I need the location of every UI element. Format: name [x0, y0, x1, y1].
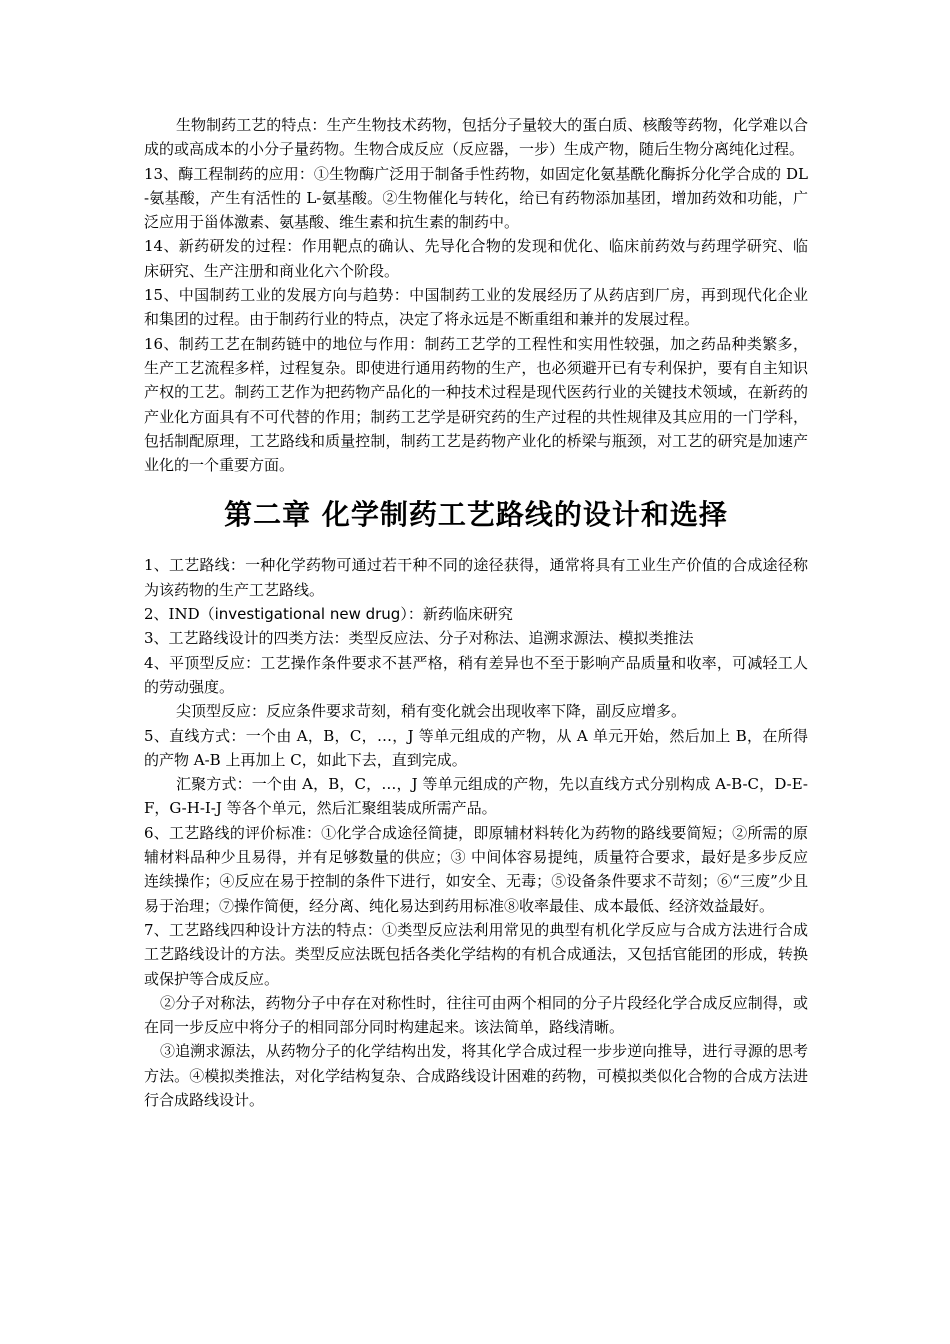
ch2-item-2 [144, 602, 808, 626]
ch2-item-2-prefix: 2、IND（ [144, 605, 215, 624]
document-page [144, 113, 808, 1112]
ch2-item-5b: 汇聚方式：一个由 A，B，C，…，J 等单元组成的产物，先以直线方式分别构成 A-B-C，D-E-F，G-H-I-J 等各个单元，然后汇聚组装成所需产品。 [144, 775, 808, 818]
item-13: 13、酶工程制药的应用：①生物酶广泛用于制备手性药物，如固定化氨基酰化酶拆分化学合成的 DL-氨基酸，产生有活性的 L-氨基酸。②生物催化与转化，给已有药物添加基团，增加药效和功能，广泛应用于甾体激素、氨基酸、维生素和抗生素的制药中。 [144, 164, 808, 232]
item-14: 14、新药研发的过程：作用靶点的确认、先导化合物的发现和优化、临床前药效与药理学研究、临床研究、生产注册和商业化六个阶段。 [144, 237, 808, 280]
ch2-item-1: 1、工艺路线：一种化学药物可通过若干种不同的途径获得，通常将具有工业生产价值的合成途径称为该药物的生产工艺路线。 [144, 556, 808, 599]
ch2-item-5: 5、直线方式：一个由 A，B，C，…，J 等单元组成的产物，从 A 单元开始，然后加上 B，在所得的产物 A-B 上再加上 C，如此下去，直到完成。 [144, 726, 808, 769]
ch2-item-7c: ③追溯求源法，从药物分子的化学结构出发，将其化学合成过程一步步逆向推导，进行寻源的思考方法。④模拟类推法，对化学结构复杂、合成路线设计困难的药物，可模拟类似化合物的合成方法进行合成路线设计。 [144, 1042, 808, 1109]
bio-pharma-intro: 生物制药工艺的特点：生产生物技术药物，包括分子量较大的蛋白质、核酸等药物，化学难以合成的或高成本的小分子量药物。生物合成反应（反应器，一步）生成产物，随后生物分离纯化过程。 [144, 116, 808, 159]
ch2-item-6: 6、工艺路线的评价标准：①化学合成途径简捷，即原辅材料转化为药物的路线要简短；②所需的原辅材料品种少且易得，并有足够数量的供应；③ 中间体容易提纯，质量符合要求，最好是多步反应连续操作；④反应在易于控制的条件下进行，如安全、无毒；⑤设备条件要求不苛刻；⑥“三废”少且易于治理；⑦操作简便，经分离、纯化易达到药用标准⑧收率最佳、成本最低、经济效益最好。 [144, 823, 808, 915]
ch2-item-7b: ②分子对称法，药物分子中存在对称性时，往往可由两个相同的分子片段经化学合成反应制得，或在同一步反应中将分子的相同部分同时构建起来。该法简单，路线清晰。 [144, 993, 808, 1037]
item-15: 15、中国制药工业的发展方向与趋势：中国制药工业的发展经历了从药店到厂房，再到现代化企业和集团的过程。由于制药行业的特点，决定了将永远是不断重组和兼并的发展过程。 [144, 286, 808, 329]
ch2-item-2-english: investigational new drug [214, 605, 401, 624]
ch2-item-3: 3、工艺路线设计的四类方法：类型反应法、分子对称法、追溯求源法、模拟类推法 [144, 629, 694, 648]
ch2-item-7: 7、工艺路线四种设计方法的特点：①类型反应法利用常见的典型有机化学反应与合成方法进行合成工艺路线设计的方法。类型反应法既包括各类化学结构的有机合成通法，又包括官能团的形成，转换或保护等合成反应。 [144, 920, 808, 988]
chapter-2-title: 第二章 化学制药工艺路线的设计和选择 [224, 498, 728, 532]
ch2-item-2-suffix: ）：新药临床研究 [400, 605, 513, 624]
item-16: 16、制药工艺在制药链中的地位与作用：制药工艺学的工程性和实用性较强，加之药品种类繁多，生产工艺流程多样，过程复杂。即使进行通用药物的生产，也必须避开已有专利保护，要有自主知识产权的工艺。制药工艺作为把药物产品化的一种技术过程是现代医药行业的关键技术领域，在新药的产业化方面具有不可代替的作用；制药工艺学是研究药的生产过程的共性规律及其应用的一门学科，包括制配原理，工艺路线和质量控制，制药工艺是药物产业化的桥梁与瓶颈，对工艺的研究是加速产业化的一个重要方面。 [144, 334, 808, 475]
ch2-item-4b: 尖顶型反应：反应条件要求苛刻，稍有变化就会出现收率下降，副反应增多。 [176, 702, 687, 721]
ch2-item-4: 4、平顶型反应：工艺操作条件要求不甚严格，稍有差异也不至于影响产品质量和收率，可减轻工人的劳动强度。 [144, 653, 808, 696]
